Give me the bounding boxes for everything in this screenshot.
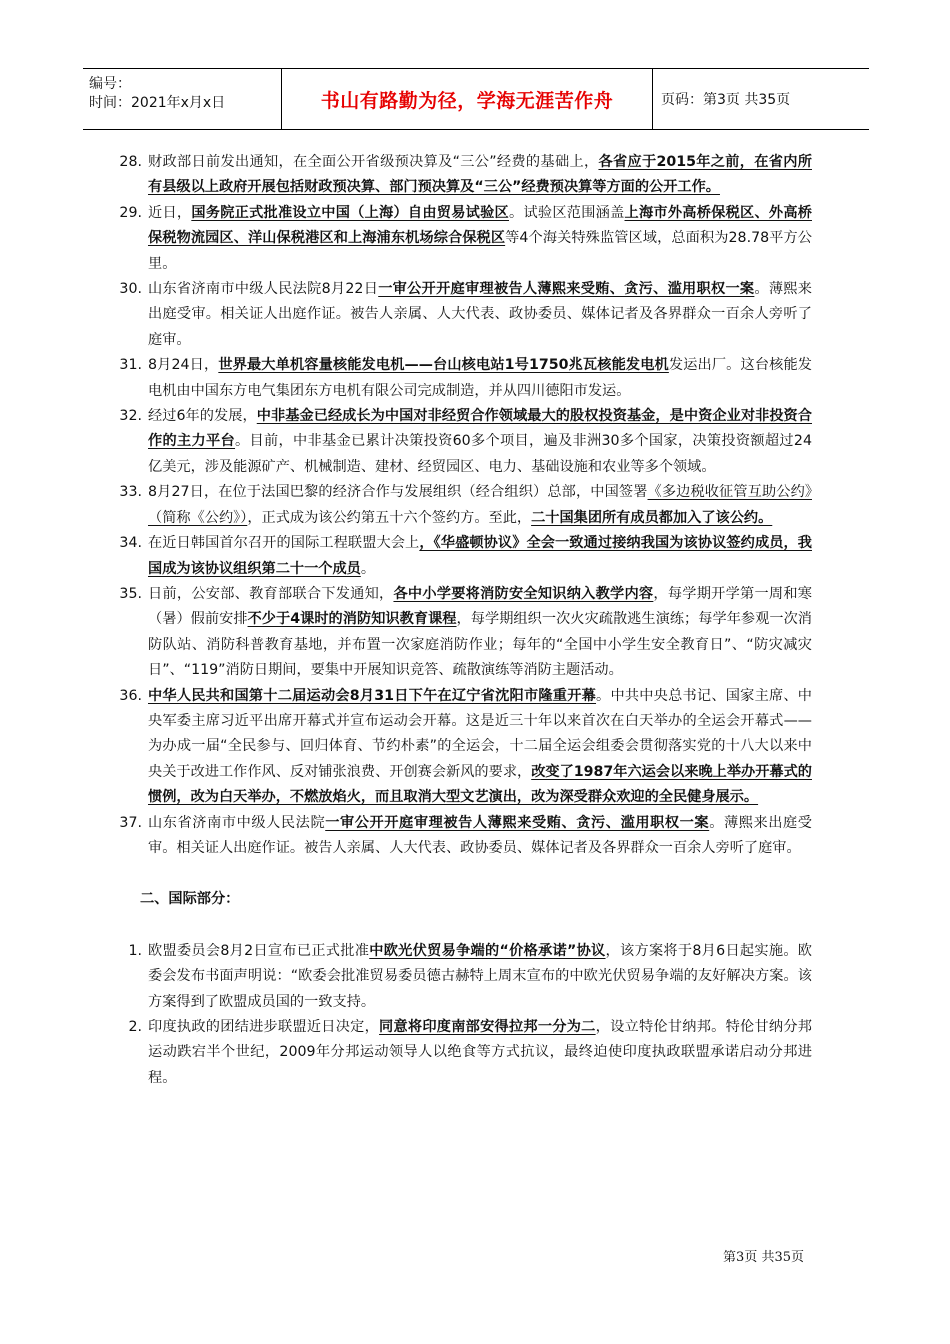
page-header bbox=[83, 68, 869, 130]
highlighted-text: 各省应于2015年之前，在省内所有县级以上政府开展包括财政预决算、部门预决算及“三公”经费预决算等方面的公开工作。 bbox=[148, 154, 812, 196]
plain-text: 发运出厂。这台核能发电机由中国东方电气集团东方电机有限公司完成制造，并从四川德阳市发运。 bbox=[148, 357, 812, 399]
section-title-international: 二、国际部分： bbox=[140, 891, 240, 908]
plain-text: 。目前，中非基金已累计决策投资60多个项目，遍及非洲30多个国家，决策投资额超过24亿美元，涉及能源矿产、机械制造、建材、经贸园区、电力、基础设施和农业等多个领域。 bbox=[148, 433, 812, 475]
plain-text: ，该方案将于8月6日起实施。欧委会发布书面声明说：“欧委会批准贸易委员德古赫特上周末宣布的中欧光伏贸易争端的友好解决方案。该方案得到了欧盟成员国的一致支持。 bbox=[148, 942, 812, 1010]
item-number: 28. bbox=[119, 154, 142, 170]
highlighted-text: 中华人民共和国第十二届运动会8月31日下午在辽宁省沈阳市隆重开幕 bbox=[148, 687, 597, 704]
plain-text: 。中共中央总书记、国家主席、中央军委主席习近平出席开幕式并宣布运动会开幕。这是近三十年以来首次在白天举办的全运会开幕式——为办成一届“全民参与、回归体育、节约朴素”的全运会，十二届全运会组委会贯彻落实党的十八大以来中央关于改进工作作风、反对铺张浪费、开创赛会新风的要求， bbox=[148, 687, 812, 780]
international-news-list bbox=[112, 939, 812, 1091]
plain-text: 等4个海关特殊监管区域，总面积为28.78平方公里。 bbox=[148, 230, 812, 272]
highlighted-text: 各中小学要将消防安全知识纳入教学内容 bbox=[393, 585, 654, 602]
item-number: 36. bbox=[119, 687, 142, 704]
item-text bbox=[148, 939, 812, 1015]
item-number: 31. bbox=[119, 357, 142, 374]
plain-text: 近日， bbox=[148, 204, 192, 221]
highlighted-text: 国务院正式批准设立中国（上海）自由贸易试验区 bbox=[191, 204, 509, 221]
list-item bbox=[112, 939, 812, 1015]
highlighted-text: 世界最大单机容量核能发电机——台山核电站1号1750兆瓦核能发电机 bbox=[218, 357, 669, 374]
time-label: 时间：2021年x月x日 bbox=[89, 95, 226, 111]
code-label: 编号： bbox=[89, 76, 131, 92]
item-text bbox=[148, 811, 812, 862]
item-number: 35. bbox=[119, 585, 142, 602]
plain-text: ，每学期开学第一周和寒（暑）假前安排 bbox=[148, 585, 812, 628]
item-number: 32. bbox=[119, 408, 142, 425]
plain-text: ，正式成为该公约第五十六个签约方。至此， bbox=[247, 509, 532, 526]
item-number: 30. bbox=[119, 281, 142, 298]
plain-text: ，每学期组织一次火灾疏散逃生演练；每学年参观一次消防队站、消防科普教育基地，并布置一次家庭消防作业；每年的“全国中小学生安全教育日”、“防灾减灾日”、“119”消防日期间，要集中开展知识竞答、疏散演练等消防主题活动。 bbox=[148, 611, 812, 679]
highlighted-text: 同意将印度南部安得拉邦一分为二 bbox=[379, 1019, 596, 1035]
item-number: 29. bbox=[119, 204, 142, 221]
plain-text: 。试验区范围涵盖 bbox=[509, 204, 625, 221]
item-number: 37. bbox=[119, 814, 142, 831]
highlighted-text: 上海市外高桥保税区、外高桥保税物流园区、洋山保税港区和上海浦东机场综合保税区 bbox=[148, 204, 812, 247]
item-text bbox=[148, 353, 812, 404]
plain-text: 财政部日前发出通知，在全面公开省级预决算及“三公”经费的基础上， bbox=[148, 154, 599, 170]
plain-text: ，设立特伦甘纳邦。特伦甘纳分邦运动跌宕半个世纪，2009年分邦运动领导人以绝食等方式抗议，最终迫使印度执政联盟承诺启动分邦进程。 bbox=[148, 1019, 812, 1086]
plain-text: 在近日韩国首尔召开的国际工程联盟大会上 bbox=[148, 535, 420, 552]
highlighted-text: 二十国集团所有成员都加入了该公约。 bbox=[531, 509, 773, 526]
item-text bbox=[148, 480, 812, 531]
page-footer: 第3页 共35页 bbox=[723, 1250, 804, 1265]
plain-text: 经过6年的发展， bbox=[148, 408, 257, 425]
plain-text: 印度执政的团结进步联盟近日决定， bbox=[148, 1019, 380, 1035]
item-number: 2. bbox=[128, 1019, 142, 1035]
plain-text: 山东省济南市中级人民法院8月22日 bbox=[148, 281, 379, 298]
plain-text: 。薄熙来出庭受审。相关证人出庭作证。被告人亲属、人大代表、政协委员、媒体记者及各界群众一百余人旁听了庭审。 bbox=[148, 281, 812, 348]
highlighted-text: 改变了1987年六运会以来晚上举办开幕式的惯例，改为白天举办，不燃放焰火，而且取消大型文艺演出，改为深受群众欢迎的全民健身展示。 bbox=[148, 763, 812, 806]
header-motto: 书山有路勤为径，学海无涯苦作舟 bbox=[281, 69, 653, 129]
item-text bbox=[148, 1015, 812, 1091]
list-item bbox=[112, 404, 812, 480]
highlighted-text: ，《华盛顿协议》全会一致通过接纳我国为该协议签约成员，我国成为该协议组织第二十一个成员 bbox=[148, 535, 812, 577]
list-item bbox=[112, 150, 812, 201]
item-number: 34. bbox=[119, 535, 142, 552]
list-item bbox=[112, 531, 812, 582]
document-body bbox=[112, 150, 812, 1091]
highlighted-text: 中欧光伏贸易争端的“价格承诺”协议 bbox=[369, 942, 606, 959]
list-item bbox=[112, 277, 812, 353]
list-item bbox=[112, 684, 812, 811]
plain-text: 日前，公安部、教育部联合下发通知， bbox=[148, 585, 394, 602]
highlighted-text: 《多边税收征管互助公约》（简称《公约》） bbox=[148, 484, 812, 526]
header-page-label: 页码：第3页 共35页 bbox=[661, 92, 791, 108]
item-text bbox=[148, 404, 812, 480]
plain-text: 8月27日，在位于法国巴黎的经济合作与发展组织（经合组织）总部，中国签署 bbox=[148, 484, 648, 501]
domestic-news-list bbox=[112, 150, 812, 861]
item-number: 1. bbox=[128, 942, 142, 959]
list-item bbox=[112, 582, 812, 684]
item-text bbox=[148, 684, 812, 811]
item-text bbox=[148, 582, 812, 684]
list-item bbox=[112, 1015, 812, 1091]
list-item bbox=[112, 811, 812, 862]
plain-text: 。 bbox=[360, 560, 376, 577]
list-item bbox=[112, 353, 812, 404]
item-text bbox=[148, 277, 812, 353]
list-item bbox=[112, 201, 812, 277]
item-text bbox=[148, 201, 812, 277]
plain-text: 欧盟委员会8月2日宣布已正式批准 bbox=[148, 942, 370, 959]
highlighted-text: 一审公开开庭审理被告人薄熙来受贿、贪污、滥用职权一案 bbox=[325, 814, 710, 831]
item-number: 33. bbox=[119, 484, 142, 501]
highlighted-text: 不少于4课时的消防知识教育课程 bbox=[247, 611, 457, 628]
header-meta bbox=[83, 69, 281, 129]
item-text bbox=[148, 531, 812, 582]
plain-text: 8月24日， bbox=[148, 357, 219, 374]
plain-text: 。薄熙来出庭受审。相关证人出庭作证。被告人亲属、人大代表、政协委员、媒体记者及各界群众一百余人旁听了庭审。 bbox=[148, 814, 812, 856]
list-item bbox=[112, 480, 812, 531]
highlighted-text: 一审公开开庭审理被告人薄熙来受贿、贪污、滥用职权一案 bbox=[378, 281, 755, 298]
item-text bbox=[148, 150, 812, 201]
highlighted-text: 中非基金已经成长为中国对非经贸合作领域最大的股权投资基金，是中资企业对非投资合作的主力平台 bbox=[148, 408, 812, 450]
plain-text: 山东省济南市中级人民法院 bbox=[148, 814, 326, 831]
